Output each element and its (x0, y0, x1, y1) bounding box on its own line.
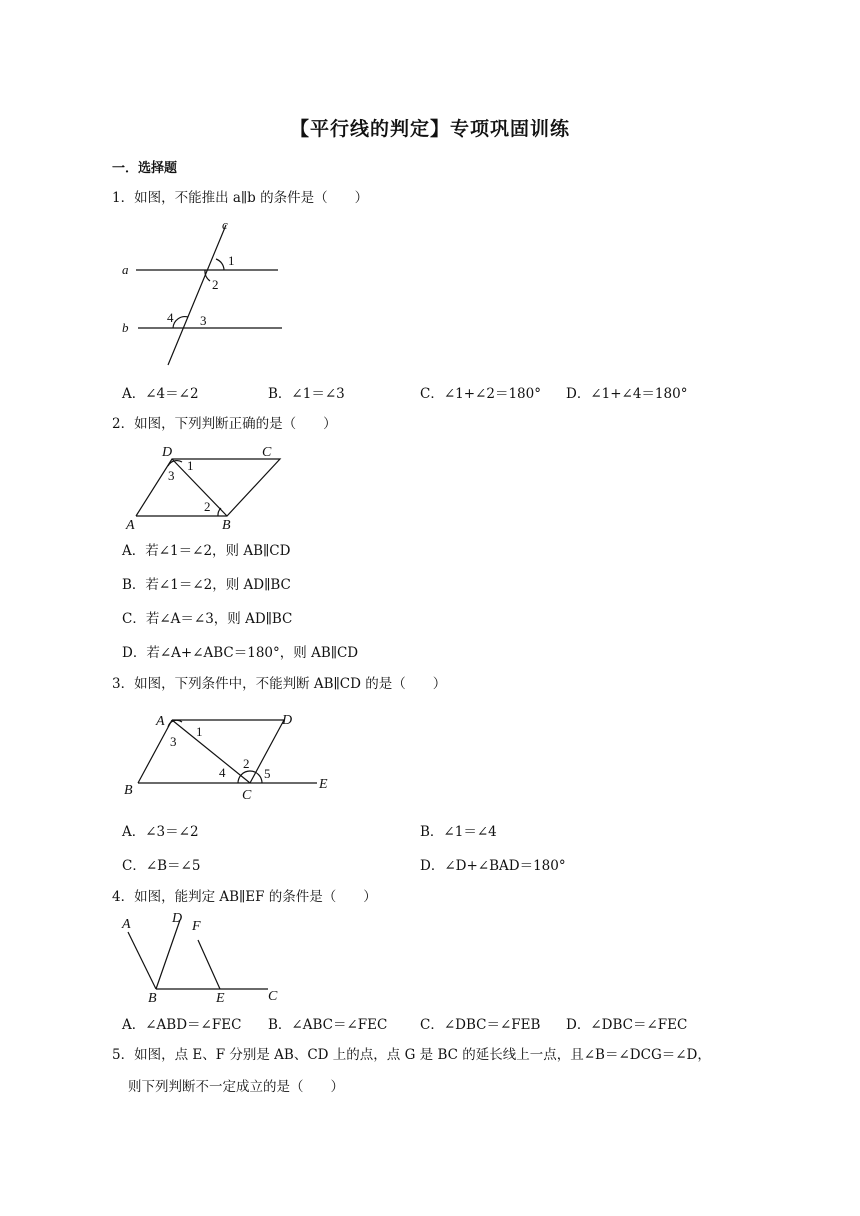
q2-option-a[interactable]: A．若∠1＝∠2，则 AB∥CD (122, 543, 291, 559)
label-5: 5 (264, 766, 271, 781)
question-3-figure (112, 706, 342, 802)
label-a: a (122, 262, 129, 277)
label-B: B (124, 783, 133, 798)
question-4-figure (112, 908, 292, 1004)
label-3: 3 (170, 734, 177, 749)
question-2-figure (112, 440, 292, 535)
label-A: A (122, 917, 131, 932)
question-5-stem-continued: 则下列判断不一定成立的是（ ） (128, 1079, 344, 1095)
question-4-stem: 4．如图，能判定 AB∥EF 的条件是（ ） (112, 889, 377, 905)
label-E: E (319, 777, 328, 792)
angle-arc-1 (216, 259, 224, 270)
label-2: 2 (204, 499, 211, 514)
label-C: C (262, 445, 272, 460)
q2-option-b[interactable]: B．若∠1＝∠2，则 AD∥BC (122, 577, 291, 593)
angle-arc-c (238, 771, 262, 783)
label-B: B (148, 991, 157, 1006)
q4-option-a[interactable]: A．∠ABD＝∠FEC (122, 1017, 242, 1033)
q4-option-b[interactable]: B．∠ABC＝∠FEC (268, 1017, 388, 1033)
label-4: 4 (219, 765, 226, 780)
q1-option-b[interactable]: B．∠1＝∠3 (268, 386, 345, 402)
label-2: 2 (243, 756, 250, 771)
question-3-stem: 3．如图，下列条件中，不能判断 AB∥CD 的是（ ） (112, 676, 447, 692)
label-1: 1 (228, 253, 235, 268)
q3-option-c[interactable]: C．∠B＝∠5 (122, 858, 201, 874)
page-title: 【平行线的判定】专项巩固训练 (289, 118, 570, 140)
label-3: 3 (168, 468, 175, 483)
q3-option-a[interactable]: A．∠3＝∠2 (122, 824, 199, 840)
segment-bd (156, 920, 180, 989)
label-D: D (162, 445, 173, 460)
question-1-stem: 1．如图，不能推出 a∥b 的条件是（ ） (112, 190, 369, 206)
label-2: 2 (212, 277, 219, 292)
label-A: A (156, 714, 165, 729)
label-1: 1 (196, 724, 203, 739)
label-D: D (172, 911, 183, 926)
q2-option-c[interactable]: C．若∠A＝∠3，则 AD∥BC (122, 611, 293, 627)
label-F: F (192, 919, 201, 934)
segment-ba (128, 932, 156, 989)
section-heading: 一．选择题 (112, 161, 178, 176)
label-4: 4 (167, 310, 174, 325)
label-D: D (282, 713, 293, 728)
label-C: C (242, 788, 252, 803)
q3-option-d[interactable]: D．∠D+∠BAD＝180° (420, 858, 566, 874)
q1-option-c[interactable]: C．∠1+∠2＝180° (420, 386, 541, 402)
q3-option-b[interactable]: B．∠1＝∠4 (420, 824, 497, 840)
label-1: 1 (187, 458, 194, 473)
label-A: A (126, 518, 135, 533)
segment-ab (138, 720, 172, 783)
label-c: c (222, 217, 228, 232)
q1-option-d[interactable]: D．∠1+∠4＝180° (566, 386, 688, 402)
question-2-stem: 2．如图，下列判断正确的是（ ） (112, 416, 337, 432)
q4-option-c[interactable]: C．∠DBC＝∠FEB (420, 1017, 541, 1033)
q2-option-d[interactable]: D．若∠A+∠ABC＝180°，则 AB∥CD (122, 645, 359, 661)
diagonal-db (172, 459, 227, 516)
label-b: b (122, 320, 129, 335)
q4-option-d[interactable]: D．∠DBC＝∠FEC (566, 1017, 688, 1033)
label-E: E (216, 991, 225, 1006)
angle-arc-2 (205, 270, 210, 281)
question-1-figure (112, 215, 292, 365)
question-5-stem: 5．如图，点 E、F 分别是 AB、CD 上的点，点 G 是 BC 的延长线上一点，且∠B＝∠DCG＝∠D， (112, 1047, 711, 1063)
line-c (168, 225, 226, 365)
q1-option-a[interactable]: A．∠4＝∠2 (122, 386, 199, 402)
segment-ef (198, 940, 220, 989)
label-C: C (268, 989, 278, 1004)
segment-ac (172, 720, 250, 783)
label-B: B (222, 518, 231, 533)
label-3: 3 (200, 313, 207, 328)
angle-arc-b (218, 508, 221, 516)
